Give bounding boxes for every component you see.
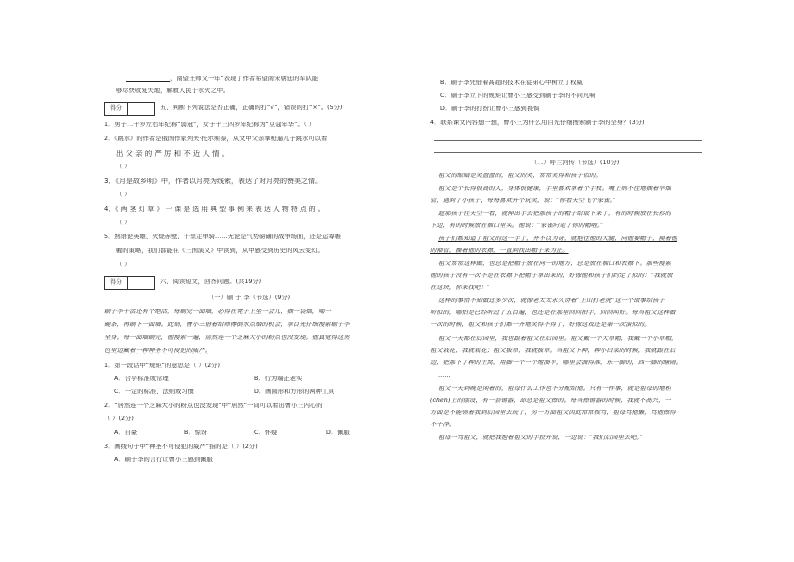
reading-1-p3: 全身。每一面墙刷完，他搜索一遍，居然连一个芝麻大小的粉点也没发现。他真觉得这黑 [104,335,350,341]
judge-3-answer[interactable]: （ ） [116,192,131,198]
reading-1-p2: 碗茶，再刷下一面墙。此刻，曹小三借着给师傅倒水点烟的机会，拿目光仔细搜索刷子李 [104,322,350,328]
reading-2-p22: 祖母一骂祖父，就把我抱着祖父的手拉开说，一边说：“我们后园里去吧。” [438,435,643,441]
reading-2-title: （二）呼兰河传（节选）(10分) [530,160,620,166]
reading-2-p20: 方面是不能领着我到后园里去玩了，另一方面祖父因此常常挨骂，祖母骂他懒，骂他擦得 [430,410,676,416]
answer-blank: ______________ [126,76,171,82]
q1-option-a[interactable]: A．合乎标准或常理 [114,376,169,382]
question-2-b: （ ）(2分) [104,416,134,422]
q4-tail2: 够尽快收复失地，解救人民于水火之中。 [116,88,230,94]
reading-2-p10: 在这块，你来找吧！” [430,285,490,291]
score-blank-2[interactable] [128,277,154,289]
answer-line-2[interactable] [434,152,702,153]
q4-tail-text: ，南望王师又一年”表现了作者希望南宋朝廷的军队能 [170,76,319,82]
underlined-line-2: 的袖管，撕着他的衣襟，一直到找出帽子来为止。 [430,248,569,254]
judge-4-answer[interactable]: （ ） [116,220,131,226]
q3-option-c[interactable]: C．刷子李立下的规矩让曹小三感受到刷子李的不同凡响 [440,93,596,99]
reading-2-p18: 祖父一天到晚是闲着的，祖母什么工作也不分配给他。只有一件事，就是祖母的地柜 [438,386,671,392]
q3-option-d[interactable]: D．刷子李的打扮让曹小三感到畏惧 [440,106,540,112]
reading-2-p11: 这样的事情不知做过多少次，就像老太太永久讲着“上山打老虎”这一个故事给孩子 [438,298,665,304]
score-label: 得分 [105,103,128,115]
judge-2-answer[interactable]: （ ） [116,164,131,170]
q3-option-a[interactable]: A．刷子李的言行让曹小三感到佩服 [114,457,213,463]
judge-2b: 出 父 亲 的 严 厉 和 不 近 人 情 。 [116,150,230,158]
score-box-2 [104,276,155,290]
question-4: 4．联系课文内容想一想，曹小三为什么用目光仔细搜索刷子李的全身？(3分) [430,120,645,126]
underlined-line-1: 孩子们都知道了祖父的这一手了，并不以为奇，就抱住他的大腿，向他要帽子，摸着他 [438,236,678,242]
reading-1-p4 [104,348,211,354]
reading-2-p2: 祖父是个长得很高的人，身体很健康，手里喜欢拿着个手杖。嘴上则不住地抽着旱烟 [438,186,671,192]
reading-2-p16: 边，把那下了种的土窝，用脚一个一个地溜平，哪里会溜得准，东一脚的，西一脚的瞎闹。 [430,360,682,366]
reading-2-p5: 下边，有的时候放在袖口里头。他说：“家雀叼走了你的帽啦。” [430,223,604,229]
reading-2-p9: 他的孩子没有一次不是在衣襟下把帽子拿出来的，好像他和孩子们约定了似的：“我就放 [430,273,673,279]
question-1: 1．第一段话中“规矩”的意思是（ ）(2分) [104,363,220,369]
q1-option-c[interactable]: C．一定的标准、法则或习惯 [114,389,194,395]
reading-2-p12: 听似的，哪怕是已经听过了五百遍，也还是在那里回回拍手，回回叫好。每当祖父这样做 [430,310,676,316]
reading-2-p7 [430,248,569,254]
q4-tail [126,76,318,82]
judge-2a: 2．《跳水》的作者是俄国作家列夫·托尔斯泰，从文中父亲拿枪逼儿子跳水可以看 [104,136,328,142]
judge-5a: 5．熟语论英雄、火烧赤壁、千里走单骑……无论是气势磅礴的战争场面，还是运筹帷 [104,234,341,240]
reading-2-p13: 一次的时候，祖父和孩子们都一齐地笑得不得了，好像这戏还是第一次演似的。 [430,322,651,328]
question-2: 2．“居然连一个芝麻大小的粉点也没发现”中“居然”一词可以看出曹小三内心的 [104,403,323,409]
q1-option-b[interactable]: B．行为端正老实 [254,376,303,382]
section-5-title: 五、判断下列说法是否正确，正确的打“√”，错误的打“×”。(5分) [160,105,343,111]
underlined-sentence: 色里边藏着一种神圣不可侵犯的威严。 [104,348,212,354]
reading-2-p8: 祖父常常这样做，也总是把帽子放在同一的地方，总是放在袖口和衣襟下。那些搜索 [438,261,671,267]
q2-option-b[interactable]: B．惊讶 [184,430,208,436]
judge-3a: 3．《月是故乡明》中，作者以月亮为线索，表达了对月亮的赞美之情。 [104,178,322,185]
section-6-title: 六、阅读短文，回答问题。(共19分) [160,279,262,285]
reading-2-p6 [438,236,677,242]
reading-2-p21: 不干净。 [430,422,456,428]
judge-4a: 4．《 两 茎 灯 草 》 一 课 是 选 用 典 型 事 例 来 表 达 人 物 特 点 的 。 [104,206,325,213]
score-box [104,102,155,116]
reading-1-p1: 刷子李干活还有个绝活，每刷完一面墙，必得在凳子上坐一会儿，抽一袋烟，喝一 [104,309,331,315]
reading-2-p15: 祖父栽花，我就栽花；祖父拔草，我就拔草。当祖父下种，种小白菜的时候，我就跟在后 [430,348,676,354]
score-label-2: 得分 [105,277,128,289]
answer-line-1[interactable] [434,140,702,141]
reading-2-p4: 趁那孩子往天空一看，就伸出手去把那孩子的帽子给取下来了，有的时候放在长衫的 [438,211,671,217]
judge-1: 1．男子二十岁左右年纪称“弱冠”，女子十三四岁年纪称为“豆蔻年华”。（ ） [104,122,316,128]
reading-2-p1: 祖父的眼睛是笑盈盈的，祖父的笑，常常笑得和孩子似的。 [438,173,602,179]
reading-2-p19: (chén)上的摆设，有一套锡器，却总是祖父擦的。每当擦锡器的时候，我就不高兴，一 [430,398,671,404]
question-3: 3．画线句子中“神圣不可侵犯的威严”指的是（ ）(2分) [104,444,258,450]
reading-2-p3: 管，遇到了小孩子，每每喜欢开个玩笑，说：“你看天空飞个家雀。” [430,198,616,204]
reading-1-title: （一）刷 子 李（节选）(9分) [207,295,291,301]
q3-option-b[interactable]: B．刷子李凭借着高超的技术在徒弟心中树立了权威 [440,80,583,86]
q2-option-c[interactable]: C．怀疑 [254,430,278,436]
score-blank[interactable] [128,103,154,115]
judge-5b: 幄的策略，我们都能在《三国演义》中读到，从中感受到历史的风云变幻。 [116,248,324,254]
q2-option-d[interactable]: D．佩服 [326,430,350,436]
judge-5-answer[interactable]: （ ） [116,262,131,268]
q2-option-a[interactable]: A．自豪 [114,430,138,436]
q1-option-d[interactable]: D．画圆形和方形的两种工具 [254,389,335,395]
reading-2-ellipsis: …… [438,373,451,379]
reading-2-p14: 祖父一天都在后园里，我也跟着祖父在后园里。祖父戴一个大草帽，我戴一个小草帽， [438,336,678,342]
